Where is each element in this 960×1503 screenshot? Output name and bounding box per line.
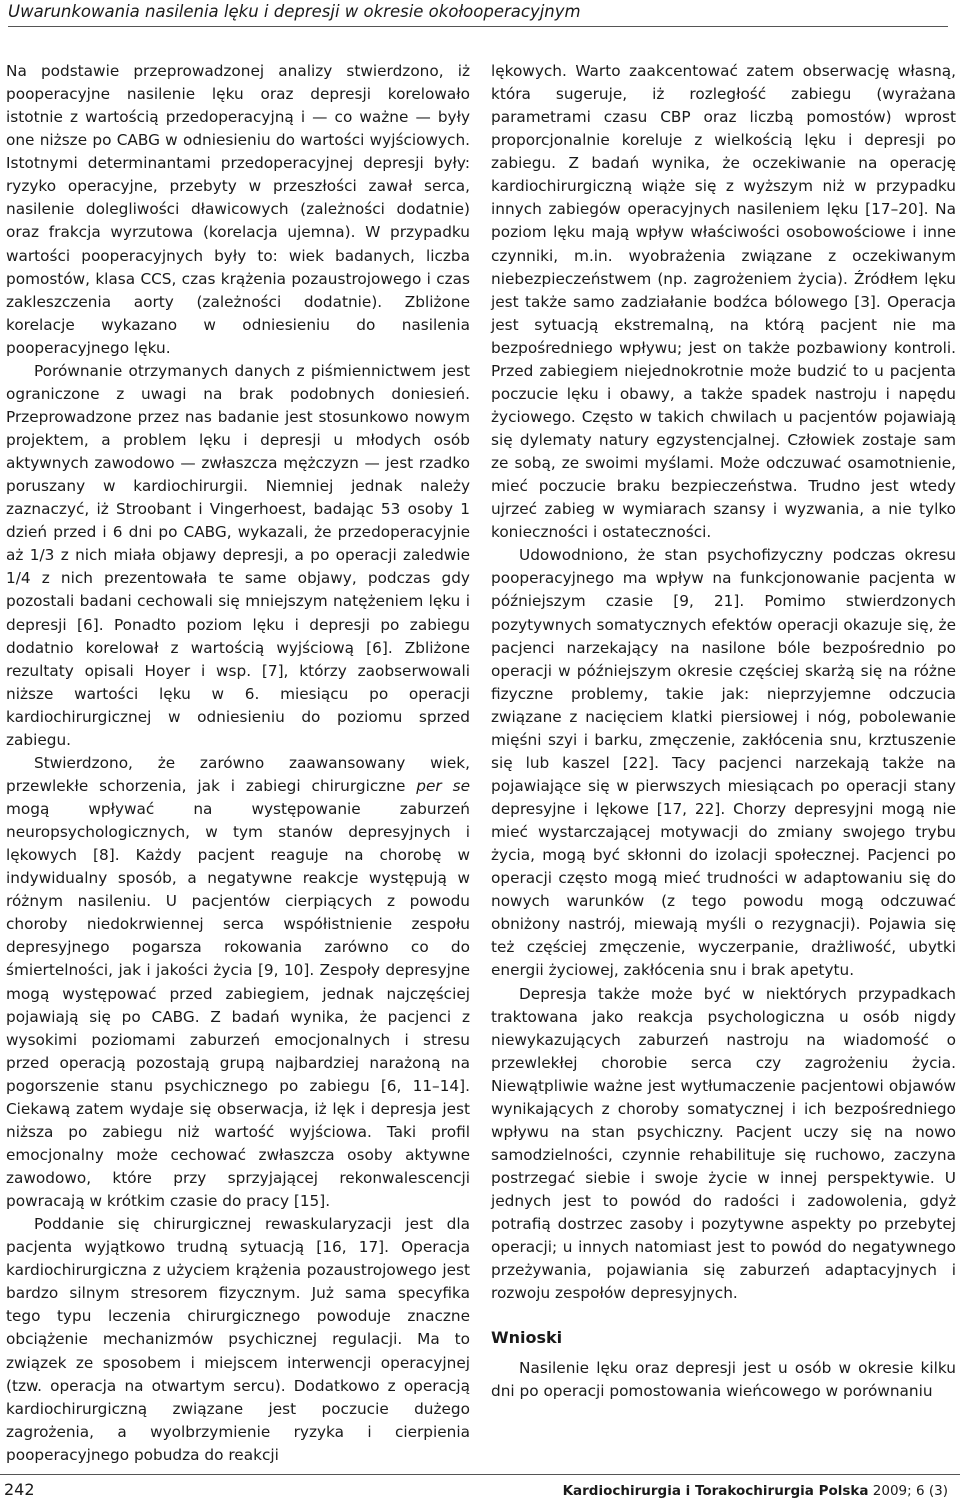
paragraph [6,752,470,1213]
page-number: 242 [4,1480,35,1499]
right-column [491,60,956,1404]
journal-reference [563,1482,948,1500]
running-header [8,0,948,27]
journal-citation: 2009; 6 (3) [868,1483,948,1499]
paragraph: Udowodniono, że stan psychofizyczny podczas okresu pooperacyjnego ma wpływ na funkcjonowanie pacjenta w późniejszym czasie [9, 21]. Pomimo stwierdzonych pozytywnych somatycznych efektów operacji okazuje się, że pacjenci narzekający na nasilone bóle bezpośrednio po operacji w późniejszym okresie częściej skarżą się na różne fizyczne problemy, takie jak: nieprzyjemne odczucia związane z nacięciem klatki piersiowej i nóg, pobolewanie mięśni szyi i barku, zmęczenie, zakłócenia snu, krztuszenie się lub kaszel [22]. Tacy pacjenci narzekają także na pojawiające się w pierwszych miesiącach po operacji stany depresyjne i lękowe [17, 22]. Chorzy depresyjni mogą nie mieć wystarczającej motywacji do zmiany swojego trybu życia, mogą być skłonni do izolacji społecznej. Pacjenci po operacji często mogą mieć trudności w adaptowaniu się do nowych warunków (z tego powodu mogą odczuwać obniżony nastrój, miewają myśli o rezygnacji). Pojawia się też częściej zmęczenie, wyczerpanie, drażliwość, ubytki energii życiowej, zakłócenia snu i brak apetytu. [491,546,956,980]
paragraph: Depresja także może być w niektórych przypadkach traktowana jako reakcja psychologiczna u osób nigdy niewykazujących zaburzeń nastroju na wiadomość o przewlekłej chorobie serca czy zagrożeniu życia. Niewątpliwie ważne jest wytłumaczenie pacjentowi objawów wynikających z choroby somatycznej i ich bezpośredniego wpływu na stan psychiczny. Pacjent uczy się na nowo samodzielności, czynnie rehabilituje się ruchowo, zaczyna postrzegać siebie i swoje życie w innej perspektywie. U jednych jest to powód do radości i zadowolenia, gdyż potrafią dostrzec zasoby i pozytywne aspekty po przebytej operacji; u innych natomiast jest to powód do negatywnego przeżywania, pojawiania się zaburzeń adaptacyjnych i rozwoju zespołów depresyjnych. [491,984,956,1303]
left-column [6,60,470,1467]
paragraph: Nasilenie lęku oraz depresji jest u osób w okresie kilku dni po operacji pomostowania wieńcowego w porównaniu [491,1359,956,1401]
running-title: Uwarunkowania nasilenia lęku i depresji w okresie okołooperacyjnym [8,2,581,21]
footer-divider [0,1474,960,1475]
paragraph: lękowych. Warto zaakcentować zatem obserwację własną, która sugeruje, iż rozległość zabiegu (wyrażana parametrami czasu CBP oraz liczbą pomostów) wprost proporcjonalnie koreluje z wielkością lęku i depresji po zabiegu. Z badań wynika, że oczekiwanie na operację kardiochirurgiczną wiąże się z wyższym niż w przypadku innych zabiegów operacyjnych nasileniem lęku [17–20]. Na poziom lęku mają wpływ właściwości osobowościowe i inne czynniki, m.in. wyobrażenia związane z oczekiwanym niebezpieczeństwem (np. zagrożeniem życia). Źródłem lęku jest także samo zadziałanie bodźca bólowego [3]. Operacja jest sytuacją ekstremalną, na którą pacjent nie ma bezpośredniego wpływu; jest on także pozbawiony kontroli. Przed zabiegiem niejednokrotnie może budzić to u pacjenta poczucie lęku i obawy, a także spadek nastroju i napędu życiowego. Często w takich chwilach u pacjentów pojawiają się dylematy natury egzystencjalnej. Człowiek zostaje sam ze sobą, ze swoimi myślami. Może odczuwać osamotnienie, mieć poczucie braku bezpieczeństwa. Trudno jest wtedy ujrzeć zabieg w wymiarach szansy i wyzwania, a nie tylko konieczności i ostateczności. [491,62,956,542]
paragraph: Porównanie otrzymanych danych z piśmiennictwem jest ograniczone z uwagi na brak podobnych doniesień. Przeprowadzone przez nas badanie jest stosunkowo nowym projektem, a problem lęku i depresji u młodych osób aktywnych zawodowo — zwłaszcza mężczyzn — jest rzadko poruszany w kardiochirurgii. Niemniej jednak należy zaznaczyć, iż Stroobant i Vingerhoest, badając 53 osoby 1 dzień przed i 6 dni po CABG, wykazali, że przedoperacyjnie aż 1/3 z nich miała objawy depresji, a po operacji zaledwie 1/4 z nich prezentowała te same objawy, podczas gdy pozostali badani cechowali się mniejszym natężeniem lęku i depresji [6]. Ponadto poziom lęku i depresji po zabiegu dodatnio korelował z wartością wyjściową [6]. Zbliżone rezultaty opisali Hoyer i wsp. [7], którzy zaobserwowali niższe wartości lęku w 6. miesiącu po operacji kardiochirurgicznej w odniesieniu do poziomu sprzed zabiegu. [6,361,470,749]
journal-name: Kardiochirurgia i Torakochirurgia Polska [562,1483,869,1499]
paragraph: Poddanie się chirurgicznej rewaskularyzacji jest dla pacjenta wyjątkowo trudną sytuacją [16, 17]. Operacja kardiochirurgiczna z użyciem krążenia pozaustrojowego jest bardzo silnym stresorem fizycznym. Już sama specyfika tego typu leczenia chirurgicznego powoduje znaczne obciążenie mechanizmów psychicznej regulacji. Ma to związek ze sposobem i miejscem interwencji operacyjnej (tzw. operacja na otwartym sercu). Dodatkowo z operacją kardiochirurgiczną związane jest poczucie dużego zagrożenia, a wyolbrzymienie ryzyka i cierpienia pooperacyjnego pobudza do reakcji [6,1215,470,1464]
paragraph: Na podstawie przeprowadzonej analizy stwierdzono, iż pooperacyjne nasilenie lęku oraz depresji korelowało istotnie z wartością przedoperacyjną i — co ważne — były one niższe po CABG w odniesieniu do wartości wyjściowych. Istotnymi determinantami przedoperacyjnej depresji były: ryzyko operacyjne, przebyty w przeszłości zawał serca, nasilenie dolegliwości dławicowych (zależności dodatnie) oraz frakcja wyrzutowa (korelacja ujemna). W przypadku wartości pooperacyjnych były to: wiek badanych, liczba pomostów, klasa CCS, czas krążenia pozaustrojowego i czas zakleszczenia aorty (zależności dodatnie). Zbliżone korelacje wykazano w odniesieniu do nasilenia pooperacyjnego lęku. [6,62,470,357]
latin-phrase: per se [416,776,470,795]
paragraph-text: mogą wpływać na występowanie zaburzeń neuropsychologicznych, w tym stanów depresyjnych i lękowych [8]. Każdy pacjent reaguje na chorobę w indywidualny sposób, a negatywne reakcje występują w różnym nasileniu. U pacjentów cierpiących z powodu choroby niedokrwiennej serca współistnienie zespołu depresyjnego pogarsza rokowania zarówno co do śmiertelności, jak i jakości życia [9, 10]. Zespoły depresyjne mogą występować przed zabiegiem, jednak najczęściej pojawiają się po CABG. Z badań wynika, że pacjenci z wysokimi poziomami zaburzeń emocjonalnych i stresu przed operacją pozostają grupą najbardziej narażoną na pogorszenie stanu psychicznego po zabiegu [6, 11–14]. Ciekawą zatem wydaje się obserwacja, iż lęk i depresja jest niższa po zabiegu niż wartość wyjściowa. Taki profil emocjonalny może cechować zwłaszcza osoby aktywne zawodowo, które przy sprzyjającej rekonwalescencji powracają w krótkim czasie do pracy [15]. [6,800,470,1211]
section-heading-conclusions: Wnioski [491,1328,563,1348]
paragraph-text: Stwierdzono, że zarówno zaawansowany wiek, przewlekłe schorzenia, jak i zabiegi chirurgiczne [6,753,470,795]
